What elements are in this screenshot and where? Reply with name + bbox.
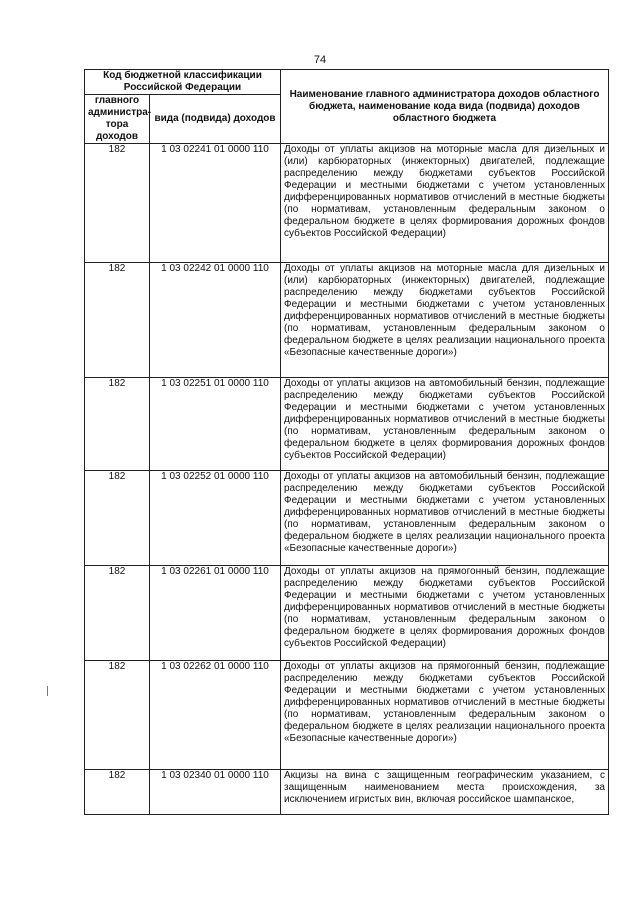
income-name-cell: Доходы от уплаты акцизов на моторные масла для дизельных и (или) карбюраторных (инжекторных) двигателей, подлежащие распределению между бюджетами субъектов Российской Федерации и местными бюджетами с учетом установленных дифференцированных нормативов отчислений в местные бюджеты (по нормативам, установленным федеральным законом о федеральном бюджете в целях реализации национального проекта «Безопасные качественные дороги») [281,263,609,378]
admin-code-cell: 182 [85,566,150,661]
margin-mark [47,686,48,696]
admin-code-cell: 182 [85,471,150,566]
table-row [85,263,609,378]
page-number: 74 [313,54,327,66]
admin-code-cell: 182 [85,378,150,471]
header-code-column: вида (подвида) доходов [150,95,281,144]
income-name-cell: Доходы от уплаты акцизов на автомобильный бензин, подлежащие распределению между бюджетами субъектов Российской Федерации и местными бюджетами с учетом установленных дифференцированных нормативов отчислений в местные бюджеты (по нормативам, установленным федеральным законом о федеральном бюджете в целях реализации национального проекта «Безопасные качественные дороги») [281,471,609,566]
header-name-column: Наименование главного администратора доходов областного бюджета, наименование кода вида (подвида) доходов областного бюджета [281,70,609,144]
budget-classification-table [84,69,609,815]
income-code-cell: 1 03 02262 01 0000 110 [150,661,281,770]
income-name-cell: Акцизы на вина с защищенным географическим указанием, с защищенным наименованием места происхождения, за исключением игристых вин, включая российское шампанское, [281,770,609,815]
table-row [85,144,609,263]
table-row [85,471,609,566]
table-row [85,770,609,815]
header-budget-code-group: Код бюджетной классификации Российской Федерации [85,70,281,95]
header-admin-column: главного администра-тора доходов [85,95,150,144]
income-code-cell: 1 03 02340 01 0000 110 [150,770,281,815]
income-code-cell: 1 03 02252 01 0000 110 [150,471,281,566]
admin-code-cell: 182 [85,770,150,815]
income-name-cell: Доходы от уплаты акцизов на прямогонный бензин, подлежащие распределению между бюджетами субъектов Российской Федерации и местными бюджетами с учетом установленных дифференцированных нормативов отчислений в местные бюджеты (по нормативам, установленным федеральным законом о федеральном бюджете в целях реализации национального проекта «Безопасные качественные дороги») [281,661,609,770]
table-row [85,566,609,661]
income-code-cell: 1 03 02241 01 0000 110 [150,144,281,263]
income-code-cell: 1 03 02242 01 0000 110 [150,263,281,378]
admin-code-cell: 182 [85,144,150,263]
income-code-cell: 1 03 02261 01 0000 110 [150,566,281,661]
admin-code-cell: 182 [85,661,150,770]
admin-code-cell: 182 [85,263,150,378]
table-row [85,378,609,471]
income-code-cell: 1 03 02251 01 0000 110 [150,378,281,471]
income-name-cell: Доходы от уплаты акцизов на прямогонный бензин, подлежащие распределению между бюджетами субъектов Российской Федерации и местными бюджетами с учетом установленных дифференцированных нормативов отчислений в местные бюджеты (по нормативам, установленным федеральным законом о федеральном бюджете в целях формирования дорожных фондов субъектов Российской Федерации) [281,566,609,661]
table-row [85,661,609,770]
income-name-cell: Доходы от уплаты акцизов на автомобильный бензин, подлежащие распределению между бюджетами субъектов Российской Федерации и местными бюджетами с учетом установленных дифференцированных нормативов отчислений в местные бюджеты (по нормативам, установленным федеральным законом о федеральном бюджете в целях формирования дорожных фондов субъектов Российской Федерации) [281,378,609,471]
income-name-cell: Доходы от уплаты акцизов на моторные масла для дизельных и (или) карбюраторных (инжекторных) двигателей, подлежащие распределению между бюджетами субъектов Российской Федерации и местными бюджетами с учетом установленных дифференцированных нормативов отчислений в местные бюджеты (по нормативам, установленным федеральным законом о федеральном бюджете в целях формирования дорожных фондов субъектов Российской Федерации) [281,144,609,263]
